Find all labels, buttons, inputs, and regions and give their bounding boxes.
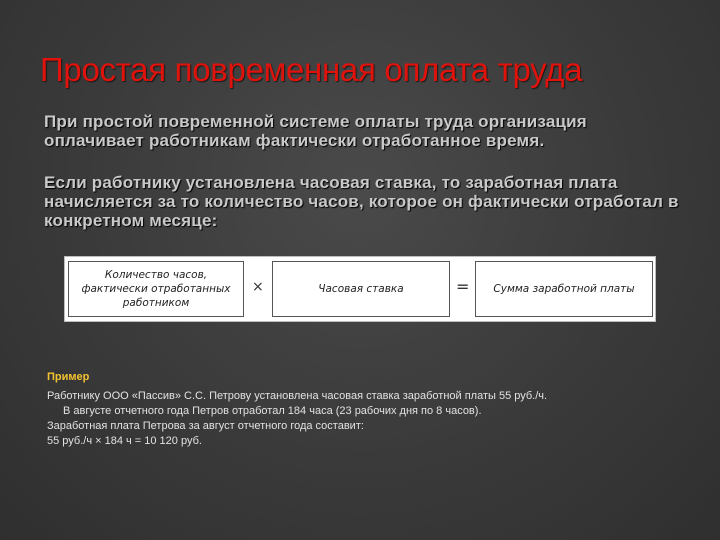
equals-operator: =	[456, 277, 470, 296]
example-line-2: В августе отчетного года Петров отработал 184 часа (23 рабочих дня по 8 часов).	[63, 405, 482, 417]
formula-box-hours-label: Количество часов, фактически отработанных работником	[81, 269, 231, 309]
formula-box-hours	[68, 261, 244, 317]
formula-box-rate-label: Часовая ставка	[318, 283, 404, 295]
example-heading: Пример	[47, 371, 90, 383]
multiply-operator: ×	[252, 279, 264, 295]
formula-diagram	[64, 256, 656, 322]
example-line-4: 55 руб./ч × 184 ч = 10 120 руб.	[47, 435, 202, 447]
slide-title: Простая повременная оплата труда	[40, 51, 583, 88]
example-line-1: Работнику ООО «Пассив» С.С. Петрову установлена часовая ставка заработной платы 55 руб./ч.	[47, 390, 548, 402]
paragraph-definition: При простой повременной системе оплаты труда организация оплачивает работникам фактически отработанное время.	[44, 112, 587, 150]
formula-box-total-label: Сумма заработной платы	[493, 283, 635, 295]
paragraph-hourly-rate: Если работнику установлена часовая ставка, то заработная плата начисляется за то количество часов, которое он фактически отработал в конкретном месяце:	[44, 173, 679, 230]
example-block	[47, 370, 697, 449]
formula-box-total	[475, 261, 653, 317]
example-line-3: Заработная плата Петрова за август отчетного года составит:	[47, 420, 364, 432]
formula-box-rate	[272, 261, 450, 317]
